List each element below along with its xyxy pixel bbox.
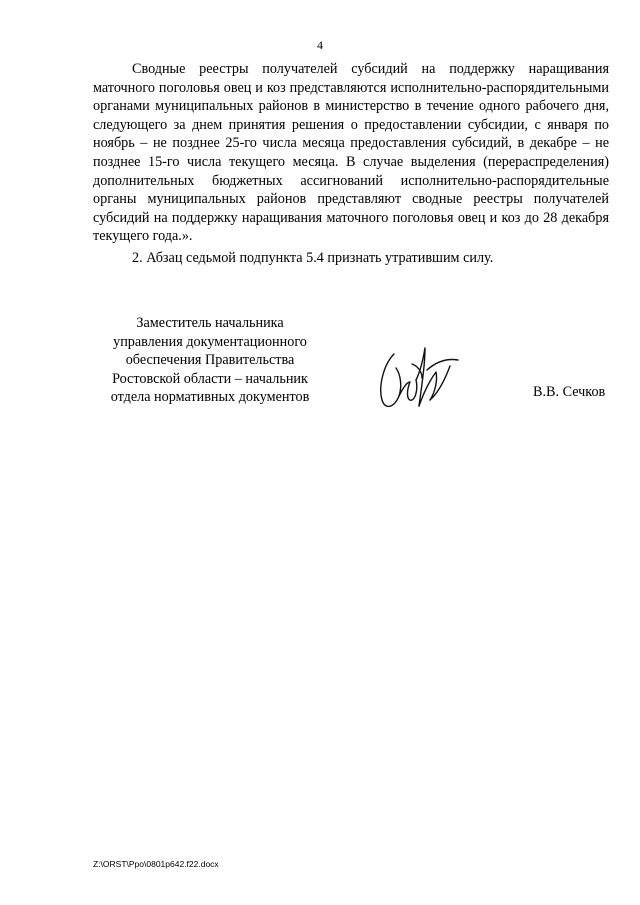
signatory-title-line: Заместитель начальника <box>136 315 284 331</box>
signer-name: В.В. Сечков <box>533 384 606 400</box>
signatory-title <box>110 314 310 407</box>
document-body <box>93 60 609 268</box>
signatory-title-line: обеспечения Правительства <box>125 352 295 369</box>
page-number: 4 <box>317 38 323 52</box>
handwritten-signature-icon <box>372 342 464 414</box>
signatory-title-line: отдела нормативных документов <box>110 389 310 406</box>
file-path-footer: Z:\ORST\Ppo\0801p642.f22.docx <box>93 859 219 869</box>
signatory-title-line: управления документационного <box>113 333 307 350</box>
paragraph-item-2: 2. Абзац седьмой подпункта 5.4 признать утратившим силу. <box>132 249 494 266</box>
paragraph-registries: Сводные реестры получателей субсидий на поддержку наращивания маточного поголовья овец и коз представляются исполнительно-распорядительными органами муниципальных районов в министерство в течение одного рабочего дня, следующего за днем принятия решения о предоставлении субсидии, с января по ноябрь – не позднее 25-го числа месяца предоставления субсидий, в декабре – не позднее 15-го числа текущего месяца. В случае выделения (перераспределения) дополнительных бюджетных ассигнований исполнительно-распорядительные органы муниципальных районов представляют сводные реестры получателей субсидий на поддержку наращивания маточного поголовья овец и коз до 28 декабря текущего года.». <box>93 61 609 245</box>
signatory-title-line: Ростовской области – начальник <box>112 370 308 387</box>
